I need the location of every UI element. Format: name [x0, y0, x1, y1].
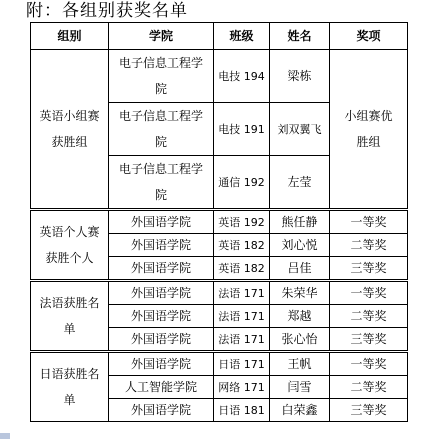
college-cell: 外国语学院	[109, 210, 214, 234]
college-cell: 外国语学院	[109, 234, 214, 257]
award-cell	[330, 50, 408, 210]
college-cell: 电子信息工程学院	[109, 156, 214, 210]
name-cell: 刘心悦	[270, 234, 330, 257]
table-row	[31, 281, 408, 305]
college-cell: 外国语学院	[109, 281, 214, 305]
award-cell: 一等奖	[330, 352, 408, 376]
award-cell: 三等奖	[330, 328, 408, 352]
class-cell: 法语 171	[214, 281, 270, 305]
name-cell: 朱荣华	[270, 281, 330, 305]
award-cell: 二等奖	[330, 305, 408, 328]
college-cell: 电子信息工程学院	[109, 50, 214, 103]
award-cell: 一等奖	[330, 281, 408, 305]
class-cell: 电技 191	[214, 103, 270, 156]
name-cell: 刘双翼飞	[270, 103, 330, 156]
group-label: 英语小组赛获胜组	[39, 109, 100, 149]
award-table	[30, 22, 408, 422]
award-cell: 二等奖	[330, 234, 408, 257]
table-row	[31, 210, 408, 234]
name-cell: 左莹	[270, 156, 330, 210]
header-college: 学院	[109, 23, 214, 50]
header-name: 姓名	[270, 23, 330, 50]
college-cell: 外国语学院	[109, 352, 214, 376]
name-cell: 张心怡	[270, 328, 330, 352]
page-title: 附：各组别获奖名单	[26, 1, 188, 21]
class-cell: 英语 182	[214, 234, 270, 257]
group-cell	[31, 281, 109, 352]
group-label: 日语获胜名单	[39, 367, 100, 407]
college-cell: 电子信息工程学院	[109, 103, 214, 156]
group-award-label: 小组赛优胜组	[344, 109, 393, 149]
header-group: 组别	[31, 23, 109, 50]
college-cell: 外国语学院	[109, 305, 214, 328]
class-cell: 日语 171	[214, 352, 270, 376]
name-cell: 王帆	[270, 352, 330, 376]
award-cell: 一等奖	[330, 210, 408, 234]
name-cell: 梁栋	[270, 50, 330, 103]
group-label: 法语获胜名单	[39, 296, 100, 336]
class-cell: 通信 192	[214, 156, 270, 210]
class-cell: 英语 192	[214, 210, 270, 234]
college-cell: 外国语学院	[109, 257, 214, 281]
group-label: 英语个人赛获胜个人	[39, 225, 100, 265]
class-cell: 法语 171	[214, 305, 270, 328]
header-class: 班级	[214, 23, 270, 50]
group-cell	[31, 352, 109, 422]
award-cell: 二等奖	[330, 376, 408, 399]
college-cell: 人工智能学院	[109, 376, 214, 399]
corner-marker	[0, 433, 10, 439]
table-row	[31, 352, 408, 376]
college-cell: 外国语学院	[109, 399, 214, 422]
class-cell: 法语 171	[214, 328, 270, 352]
group-cell	[31, 50, 109, 210]
header-award: 奖项	[330, 23, 408, 50]
name-cell: 闫雪	[270, 376, 330, 399]
class-cell: 网络 171	[214, 376, 270, 399]
award-cell: 三等奖	[330, 399, 408, 422]
name-cell: 吕佳	[270, 257, 330, 281]
name-cell: 白荣鑫	[270, 399, 330, 422]
award-cell: 三等奖	[330, 257, 408, 281]
college-cell: 外国语学院	[109, 328, 214, 352]
table-row	[31, 50, 408, 103]
name-cell: 郑越	[270, 305, 330, 328]
name-cell: 熊任静	[270, 210, 330, 234]
group-cell	[31, 210, 109, 281]
class-cell: 日语 181	[214, 399, 270, 422]
class-cell: 电技 194	[214, 50, 270, 103]
class-cell: 英语 182	[214, 257, 270, 281]
table-header-row	[31, 23, 408, 50]
